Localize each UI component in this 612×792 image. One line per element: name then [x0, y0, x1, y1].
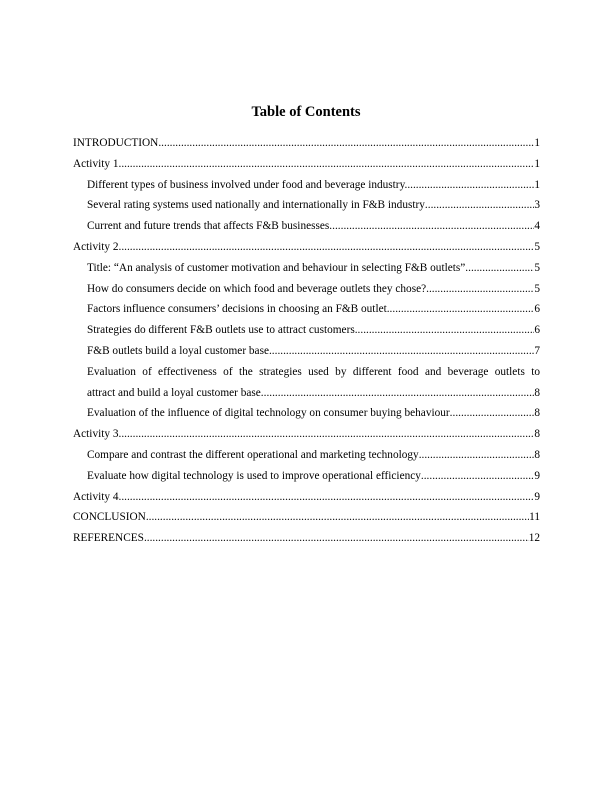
toc-entry-label: Different types of business involved under food and beverage industry.	[87, 178, 408, 191]
dot-leader	[119, 154, 535, 175]
toc-entry-label: Evaluation of the influence of digital technology on consumer buying behaviour	[87, 407, 450, 420]
toc-entry-activity-4[interactable]	[73, 487, 540, 508]
toc-entry-consumer-decide[interactable]	[73, 279, 540, 300]
toc-entry-label: Activity 1	[73, 157, 119, 170]
toc-entry-conclusion[interactable]	[73, 507, 540, 528]
toc-entry-page: 5	[534, 282, 540, 295]
toc-entry-label: Evaluate how digital technology is used to improve operational efficiency	[87, 469, 421, 482]
toc-entry-rating-systems[interactable]	[73, 195, 540, 216]
toc-entry-page: 1	[534, 137, 540, 149]
dot-leader	[425, 195, 534, 216]
dot-leader	[119, 487, 535, 508]
toc-entry-label: Current and future trends that affects F&B businesses.	[87, 220, 333, 233]
dot-leader	[387, 299, 535, 320]
toc-entry-page: 4	[534, 220, 540, 233]
toc-entry-label: Activity 3	[73, 428, 119, 441]
toc-entry-page: 7	[534, 344, 540, 357]
dot-leader	[119, 424, 535, 445]
toc-entry-label: Factors influence consumers’ decisions in choosing an F&B outlet	[87, 303, 387, 316]
toc-entry-page: 11	[529, 511, 540, 524]
dot-leader	[261, 383, 535, 404]
toc-entry-trends[interactable]	[73, 216, 540, 237]
dot-leader	[407, 175, 534, 196]
dot-leader	[158, 133, 534, 154]
toc-entry-activity-1[interactable]	[73, 154, 540, 175]
dot-leader	[332, 216, 534, 237]
toc-entry-label: Strategies do different F&B outlets use to attract customers	[87, 324, 355, 337]
toc-entry-label: Several rating systems used nationally and internationally in F&B industry	[87, 199, 425, 212]
toc-entry-label: Title: “An analysis of customer motivation and behaviour in selecting F&B outlets”	[87, 261, 466, 274]
toc-entry-label: REFERENCES	[73, 532, 144, 545]
dot-leader	[450, 403, 535, 424]
toc-entry-page: 3	[534, 199, 540, 212]
toc-entry-label: Activity 2	[73, 240, 119, 253]
toc-entry-effectiveness[interactable]	[73, 362, 540, 404]
dot-leader	[146, 507, 529, 528]
dot-leader	[426, 279, 534, 300]
toc-entry-page: 8	[534, 386, 540, 399]
toc-entry-activity-3[interactable]	[73, 424, 540, 445]
dot-leader	[419, 445, 535, 466]
toc-entry-page: 8	[534, 448, 540, 461]
table-of-contents	[73, 133, 540, 549]
toc-entry-page: 5	[534, 240, 540, 253]
dot-leader	[465, 258, 534, 279]
dot-leader	[421, 466, 534, 487]
toc-entry-label: Compare and contrast the different operational and marketing technology	[87, 448, 419, 461]
toc-entry-page: 5	[534, 261, 540, 274]
toc-entry-page: 6	[534, 324, 540, 337]
toc-entry-page: 12	[528, 532, 540, 545]
toc-entry-page: 9	[534, 469, 540, 482]
dot-leader	[119, 237, 535, 258]
toc-entry-page: 9	[534, 490, 540, 503]
toc-entry-page: 1	[534, 157, 540, 170]
toc-entry-label-line1: Evaluation of effectiveness of the strategies used by different food and beverage outlets to	[87, 365, 540, 378]
toc-entry-activity-2[interactable]	[73, 237, 540, 258]
toc-entry-business-types[interactable]	[73, 175, 540, 196]
toc-entry-compare-technology[interactable]	[73, 445, 540, 466]
toc-title: Table of Contents	[251, 104, 361, 120]
toc-entry-label: CONCLUSION	[73, 511, 146, 524]
dot-leader	[144, 528, 529, 549]
toc-entry-references[interactable]	[73, 528, 540, 549]
toc-entry-label-line2-row	[87, 383, 540, 404]
toc-entry-digital-influence[interactable]	[73, 403, 540, 424]
toc-entry-label: INTRODUCTION	[73, 137, 159, 149]
toc-entry-strategies[interactable]	[73, 320, 540, 341]
toc-entry-operational-efficiency[interactable]	[73, 466, 540, 487]
dot-leader	[355, 320, 535, 341]
toc-entry-page: 1	[534, 178, 540, 191]
toc-entry-page: 8	[534, 428, 540, 441]
toc-entry-label-line2: attract and build a loyal customer base	[87, 386, 261, 399]
toc-entry-introduction[interactable]	[73, 133, 540, 154]
toc-entry-label: Activity 4	[73, 490, 119, 503]
toc-entry-loyal-base[interactable]	[73, 341, 540, 362]
toc-entry-page: 8	[534, 407, 540, 420]
toc-entry-label: F&B outlets build a loyal customer base	[87, 344, 269, 357]
dot-leader	[269, 341, 534, 362]
toc-entry-factors[interactable]	[73, 299, 540, 320]
toc-entry-analysis-title[interactable]	[73, 258, 540, 279]
toc-entry-label: How do consumers decide on which food and beverage outlets they chose?	[87, 282, 427, 295]
toc-entry-page: 6	[534, 303, 540, 316]
